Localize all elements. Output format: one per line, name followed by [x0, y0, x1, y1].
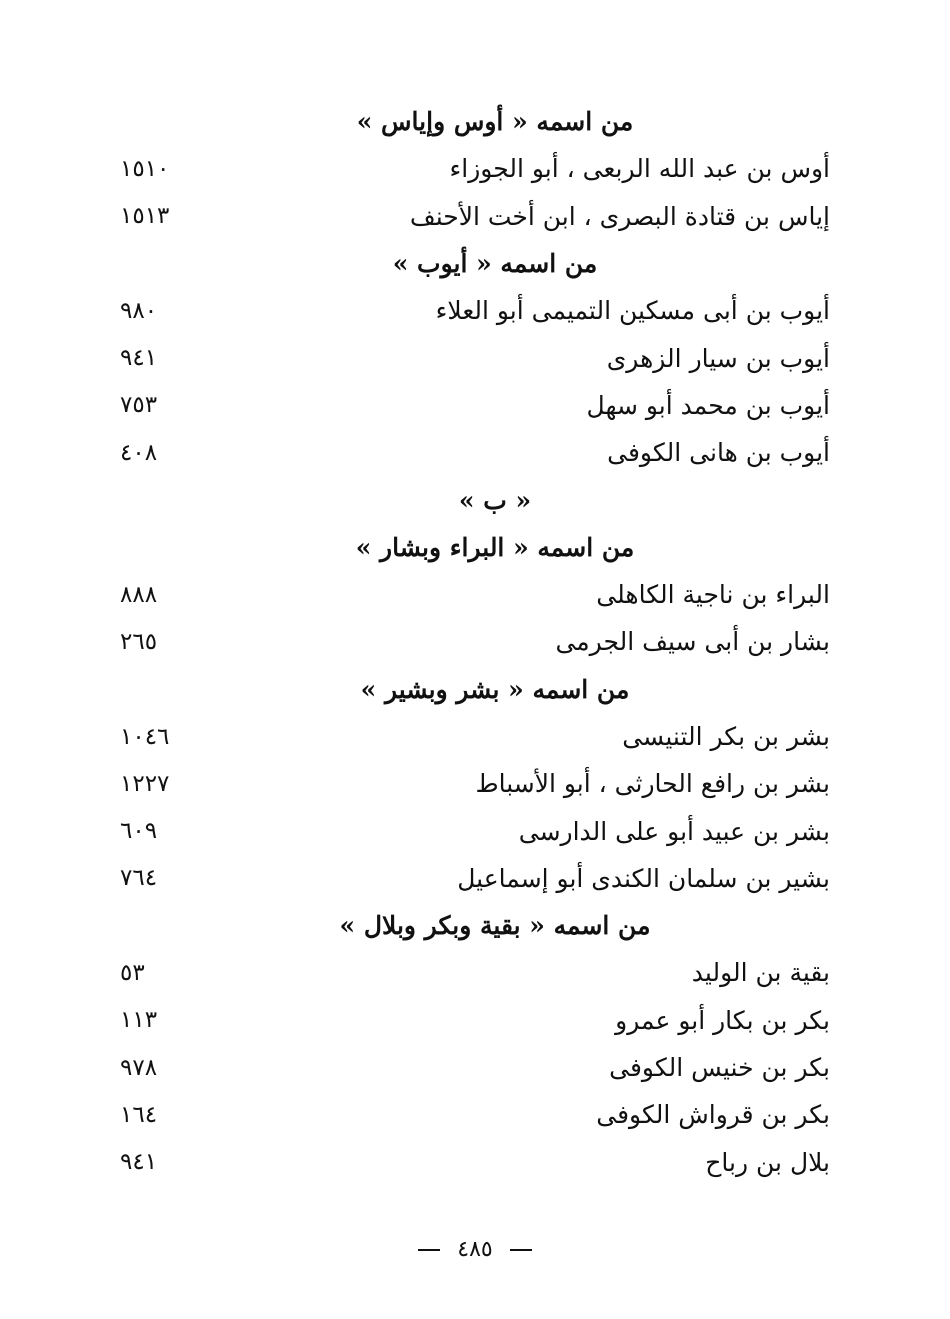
entry-number: ٦٠٩	[120, 818, 158, 845]
index-entry	[120, 334, 830, 381]
entry-name: بشار بن أبى سيف الجرمى	[555, 627, 830, 657]
entry-name: أيوب بن محمد أبو سهل	[586, 390, 830, 420]
entry-name: بكر بن بكار أبو عمرو	[615, 1005, 830, 1035]
entry-name: بشير بن سلمان الكندى أبو إسماعيل	[457, 863, 830, 893]
entry-number: ١٥١٠	[120, 155, 170, 182]
entry-name: إياس بن قتادة البصرى ، ابن أخت الأحنف	[409, 201, 830, 231]
entry-number: ١٥١٣	[120, 203, 170, 230]
footer-dash-left	[418, 1249, 440, 1251]
entry-number: ٤٠٨	[120, 439, 158, 466]
entry-name: بشر بن عبيد أبو على الدارسى	[518, 816, 830, 846]
entry-name: بكر بن قرواش الكوفى	[596, 1100, 830, 1130]
entry-name: بلال بن رباح	[705, 1147, 830, 1177]
index-entry	[120, 145, 830, 192]
page-footer	[0, 1237, 950, 1262]
index-list	[120, 98, 830, 1186]
entry-name: أيوب بن هانى الكوفى	[607, 438, 830, 468]
index-entry	[120, 760, 830, 807]
index-entry	[120, 382, 830, 429]
section-heading	[120, 98, 830, 145]
index-entry	[120, 193, 830, 240]
section-heading-text: من اسمه « بشر وبشير »	[360, 674, 630, 704]
entry-name: بكر بن خنيس الكوفى	[609, 1053, 830, 1083]
entry-number: ٨٨٨	[120, 581, 158, 608]
entry-name: أوس بن عبد الله الربعى ، أبو الجوزاء	[449, 154, 830, 184]
entry-number: ١١٣	[120, 1007, 158, 1034]
index-entry	[120, 287, 830, 334]
index-entry	[120, 949, 830, 996]
index-entry	[120, 1091, 830, 1138]
section-heading-text: « ب »	[458, 485, 532, 515]
entry-number: ٩٤١	[120, 345, 158, 372]
index-entry	[120, 997, 830, 1044]
entry-number: ٧٥٣	[120, 392, 158, 419]
entry-name: بشر بن رافع الحارثى ، أبو الأسباط	[475, 769, 830, 799]
entry-number: ١٢٢٧	[120, 770, 170, 797]
entry-name: أيوب بن أبى مسكين التميمى أبو العلاء	[435, 296, 830, 326]
section-heading	[120, 666, 830, 713]
index-entry	[120, 618, 830, 665]
page-number: ٤٨٥	[457, 1237, 493, 1262]
section-heading	[120, 476, 830, 523]
entry-number: ٩٤١	[120, 1149, 158, 1176]
entry-name: بشر بن بكر التنيسى	[622, 722, 830, 751]
entry-name: بقية بن الوليد	[691, 958, 830, 988]
section-heading	[120, 902, 830, 949]
index-entry	[120, 713, 830, 760]
index-entry	[120, 807, 830, 854]
section-heading-text: من اسمه « أيوب »	[392, 249, 598, 279]
index-entry	[120, 855, 830, 902]
entry-number: ٢٦٥	[120, 628, 158, 655]
entry-number: ١٠٤٦	[120, 723, 170, 750]
section-heading	[120, 524, 830, 571]
entry-number: ١٦٤	[120, 1101, 158, 1128]
entry-name: أيوب بن سيار الزهرى	[606, 343, 830, 373]
section-heading-text: من اسمه « البراء وبشار »	[355, 532, 635, 562]
index-entry	[120, 571, 830, 618]
entry-name: البراء بن ناجية الكاهلى	[596, 580, 830, 610]
entry-number: ٧٦٤	[120, 865, 158, 892]
index-entry	[120, 429, 830, 476]
entry-number: ٩٨٠	[120, 297, 158, 324]
section-heading	[120, 240, 830, 287]
index-entry	[120, 1139, 830, 1186]
entry-number: ٩٧٨	[120, 1054, 158, 1081]
section-heading-text: من اسمه « بقية وبكر وبلال »	[339, 911, 651, 941]
entry-number: ٥٣	[120, 959, 145, 986]
section-heading-text: من اسمه « أوس وإياس »	[356, 107, 634, 137]
index-entry	[120, 1044, 830, 1091]
footer-dash-right	[510, 1249, 532, 1251]
